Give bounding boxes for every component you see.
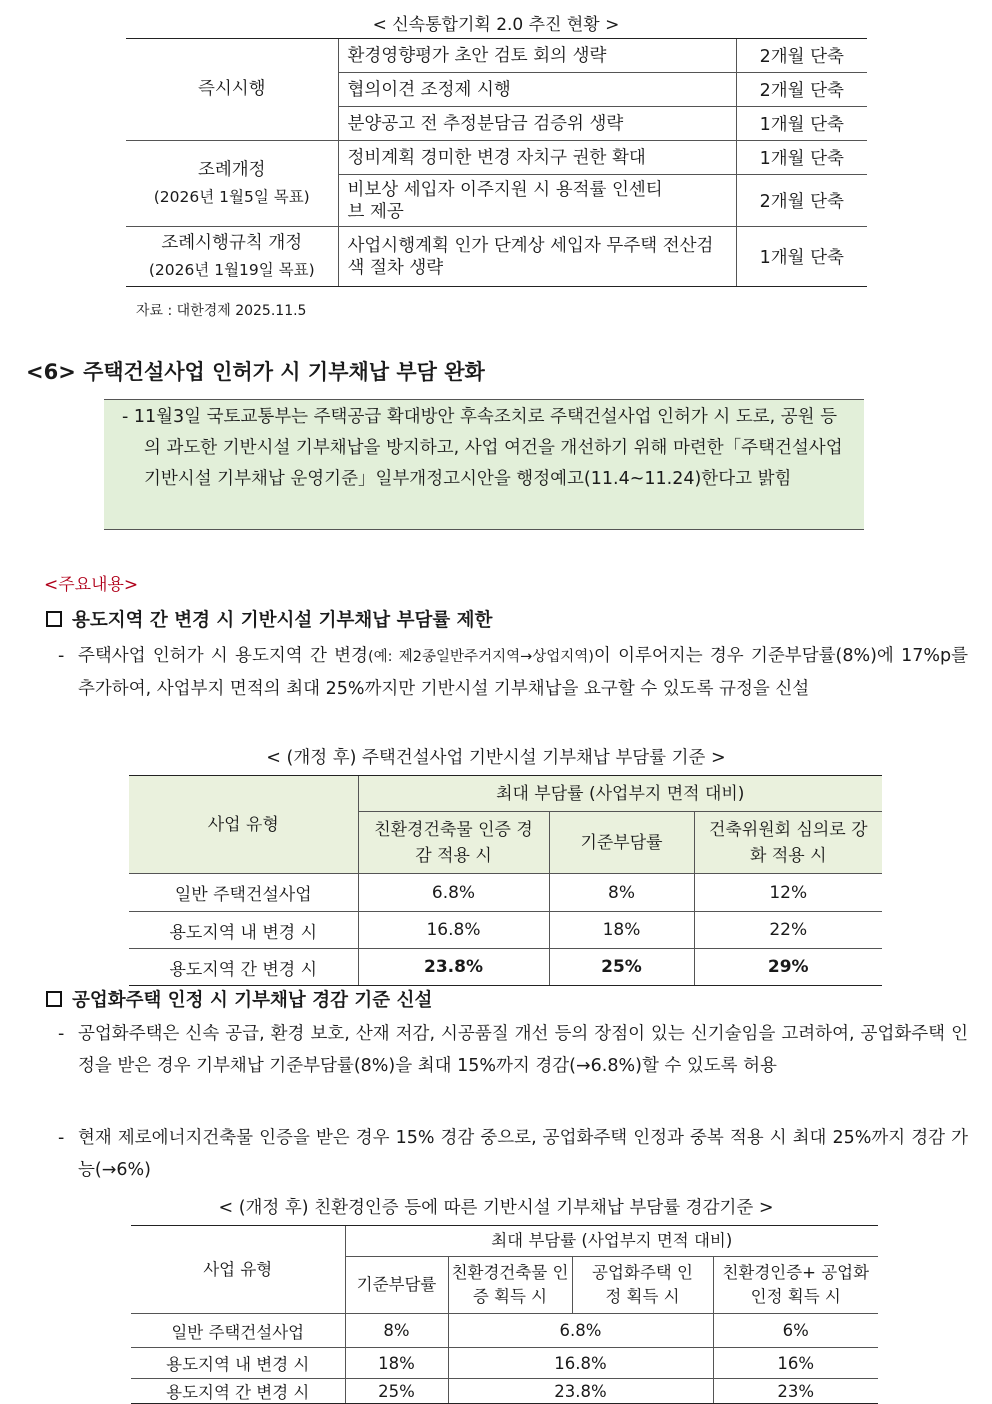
table3 <box>131 1225 878 1404</box>
table3-row-label: 일반 주택건설사업 <box>131 1314 345 1348</box>
table2 <box>129 775 882 986</box>
table3-cell: 8% <box>345 1314 448 1348</box>
summary-box: - 11월3일 국토교통부는 주택공급 확대방안 후속조치로 주택건설사업 인허가 시 도로, 공원 등의 과도한 기반시설 기부채납을 방지하고, 사업 여건을 개선하기 위해 마련한「주택건설사업 기반시설 기부채납 운영기준」일부개정고시안을 행정예고(11.4~11.24)한다고 밝힘 <box>104 399 864 530</box>
section-title: <6> 주택건설사업 인허가 시 기부채납 부담 완화 <box>26 360 485 384</box>
table3-row-label: 용도지역 내 변경 시 <box>131 1348 345 1379</box>
table3-column-header: 기준부담률 <box>345 1257 448 1314</box>
table3-column-header: 친환경건축물 인증 획득 시 <box>448 1257 572 1314</box>
table1-item: 사업시행계획 인가 단계상 세입자 무주택 전산검색 절차 생략 <box>338 227 736 287</box>
table1-duration: 1개월 단축 <box>736 141 867 175</box>
paragraph-1: - 주택사업 인허가 시 용도지역 간 변경(예: 제2종일반주거지역→상업지역)이 이루어지는 경우 기준부담률(8%)에 17%p를 추가하여, 사업부지 면적의 최대 25%까지만 기반시설 기부채납을 요구할 수 있도록 규정을 신설 <box>58 646 969 699</box>
table2-column-header: 기준부담률 <box>549 812 694 874</box>
table2-row-label: 일반 주택건설사업 <box>129 874 358 912</box>
table1-item: 정비계획 경미한 변경 자치구 권한 확대 <box>338 141 736 175</box>
table1-duration: 2개월 단축 <box>736 39 867 73</box>
table2-cell: 22% <box>694 912 882 949</box>
heading-1: 용도지역 간 변경 시 기반시설 기부채납 부담률 제한 <box>46 606 492 632</box>
table3-cell: 18% <box>345 1348 448 1379</box>
table2-row-label: 용도지역 내 변경 시 <box>129 912 358 949</box>
table2-type-header: 사업 유형 <box>129 776 358 874</box>
table3-cell: 16.8% <box>448 1348 713 1379</box>
table2-group-header: 최대 부담률 (사업부지 면적 대비) <box>358 776 882 812</box>
table3-cell: 16% <box>713 1348 878 1379</box>
table2-cell: 25% <box>549 949 694 986</box>
table1-caption: < 신속통합기획 2.0 추진 현황 > <box>372 15 620 35</box>
table3-cell: 23% <box>713 1379 878 1404</box>
table2-column-header: 친환경건축물 인증 경감 적용 시 <box>358 812 549 874</box>
table1-category: 조례시행규칙 개정 (2026년 1월19일 목표) <box>126 227 338 287</box>
source-note: 자료 : 대한경제 2025.11.5 <box>136 303 307 319</box>
table2-cell: 29% <box>694 949 882 986</box>
table2-caption: < (개정 후) 주택건설사업 기반시설 기부채납 부담률 기준 > <box>266 748 726 768</box>
table1-item: 비보상 세입자 이주지원 시 용적률 인센티브 제공 <box>338 175 736 227</box>
heading-2: 공업화주택 인정 시 기부채납 경감 기준 신설 <box>46 986 432 1012</box>
table3-cell: 6.8% <box>448 1314 713 1348</box>
table3-cell: 23.8% <box>448 1379 713 1404</box>
table1-item: 분양공고 전 추정분담금 검증위 생략 <box>338 107 736 141</box>
table2-cell: 23.8% <box>358 949 549 986</box>
table1-item: 협의이견 조정제 시행 <box>338 73 736 107</box>
table3-group-header: 최대 부담률 (사업부지 면적 대비) <box>345 1226 878 1257</box>
table1-category: 즉시시행 <box>126 39 338 141</box>
table1-duration: 1개월 단축 <box>736 227 867 287</box>
paragraph-2: - 공업화주택은 신속 공급, 환경 보호, 산재 저감, 시공품질 개선 등의 장점이 있는 신기술임을 고려하여, 공업화주택 인정을 받은 경우 기부채납 기준부담률(8%)을 최대 15%까지 경감(→6.8%)할 수 있도록 허용 <box>58 1024 968 1076</box>
table2-cell: 18% <box>549 912 694 949</box>
table2-cell: 12% <box>694 874 882 912</box>
table1-category: 조례개정 (2026년 1월5일 목표) <box>126 141 338 227</box>
table2-column-header: 건축위원회 심의로 강화 적용 시 <box>694 812 882 874</box>
table1-item: 환경영향평가 초안 검토 회의 생략 <box>338 39 736 73</box>
table3-cell: 6% <box>713 1314 878 1348</box>
checkbox-bullet-icon <box>46 611 62 627</box>
table3-column-header: 공업화주택 인정 획득 시 <box>572 1257 713 1314</box>
table2-cell: 16.8% <box>358 912 549 949</box>
table2-cell: 6.8% <box>358 874 549 912</box>
checkbox-bullet-icon <box>46 991 62 1007</box>
main-content-label: <주요내용> <box>44 575 139 595</box>
table1-duration: 2개월 단축 <box>736 73 867 107</box>
table1-duration: 2개월 단축 <box>736 175 867 227</box>
table1 <box>126 38 867 287</box>
table3-column-header: 친환경인증+ 공업화인정 획득 시 <box>713 1257 878 1314</box>
table2-cell: 8% <box>549 874 694 912</box>
table3-caption: < (개정 후) 친환경인증 등에 따른 기반시설 기부채납 부담률 경감기준 > <box>218 1198 774 1218</box>
table1-duration: 1개월 단축 <box>736 107 867 141</box>
table2-row-label: 용도지역 간 변경 시 <box>129 949 358 986</box>
table3-cell: 25% <box>345 1379 448 1404</box>
paragraph-3: - 현재 제로에너지건축물 인증을 받은 경우 15% 경감 중으로, 공업화주택 인정과 중복 적용 시 최대 25%까지 경감 가능(→6%) <box>58 1128 968 1180</box>
table3-type-header: 사업 유형 <box>131 1226 345 1314</box>
table3-row-label: 용도지역 간 변경 시 <box>131 1379 345 1404</box>
